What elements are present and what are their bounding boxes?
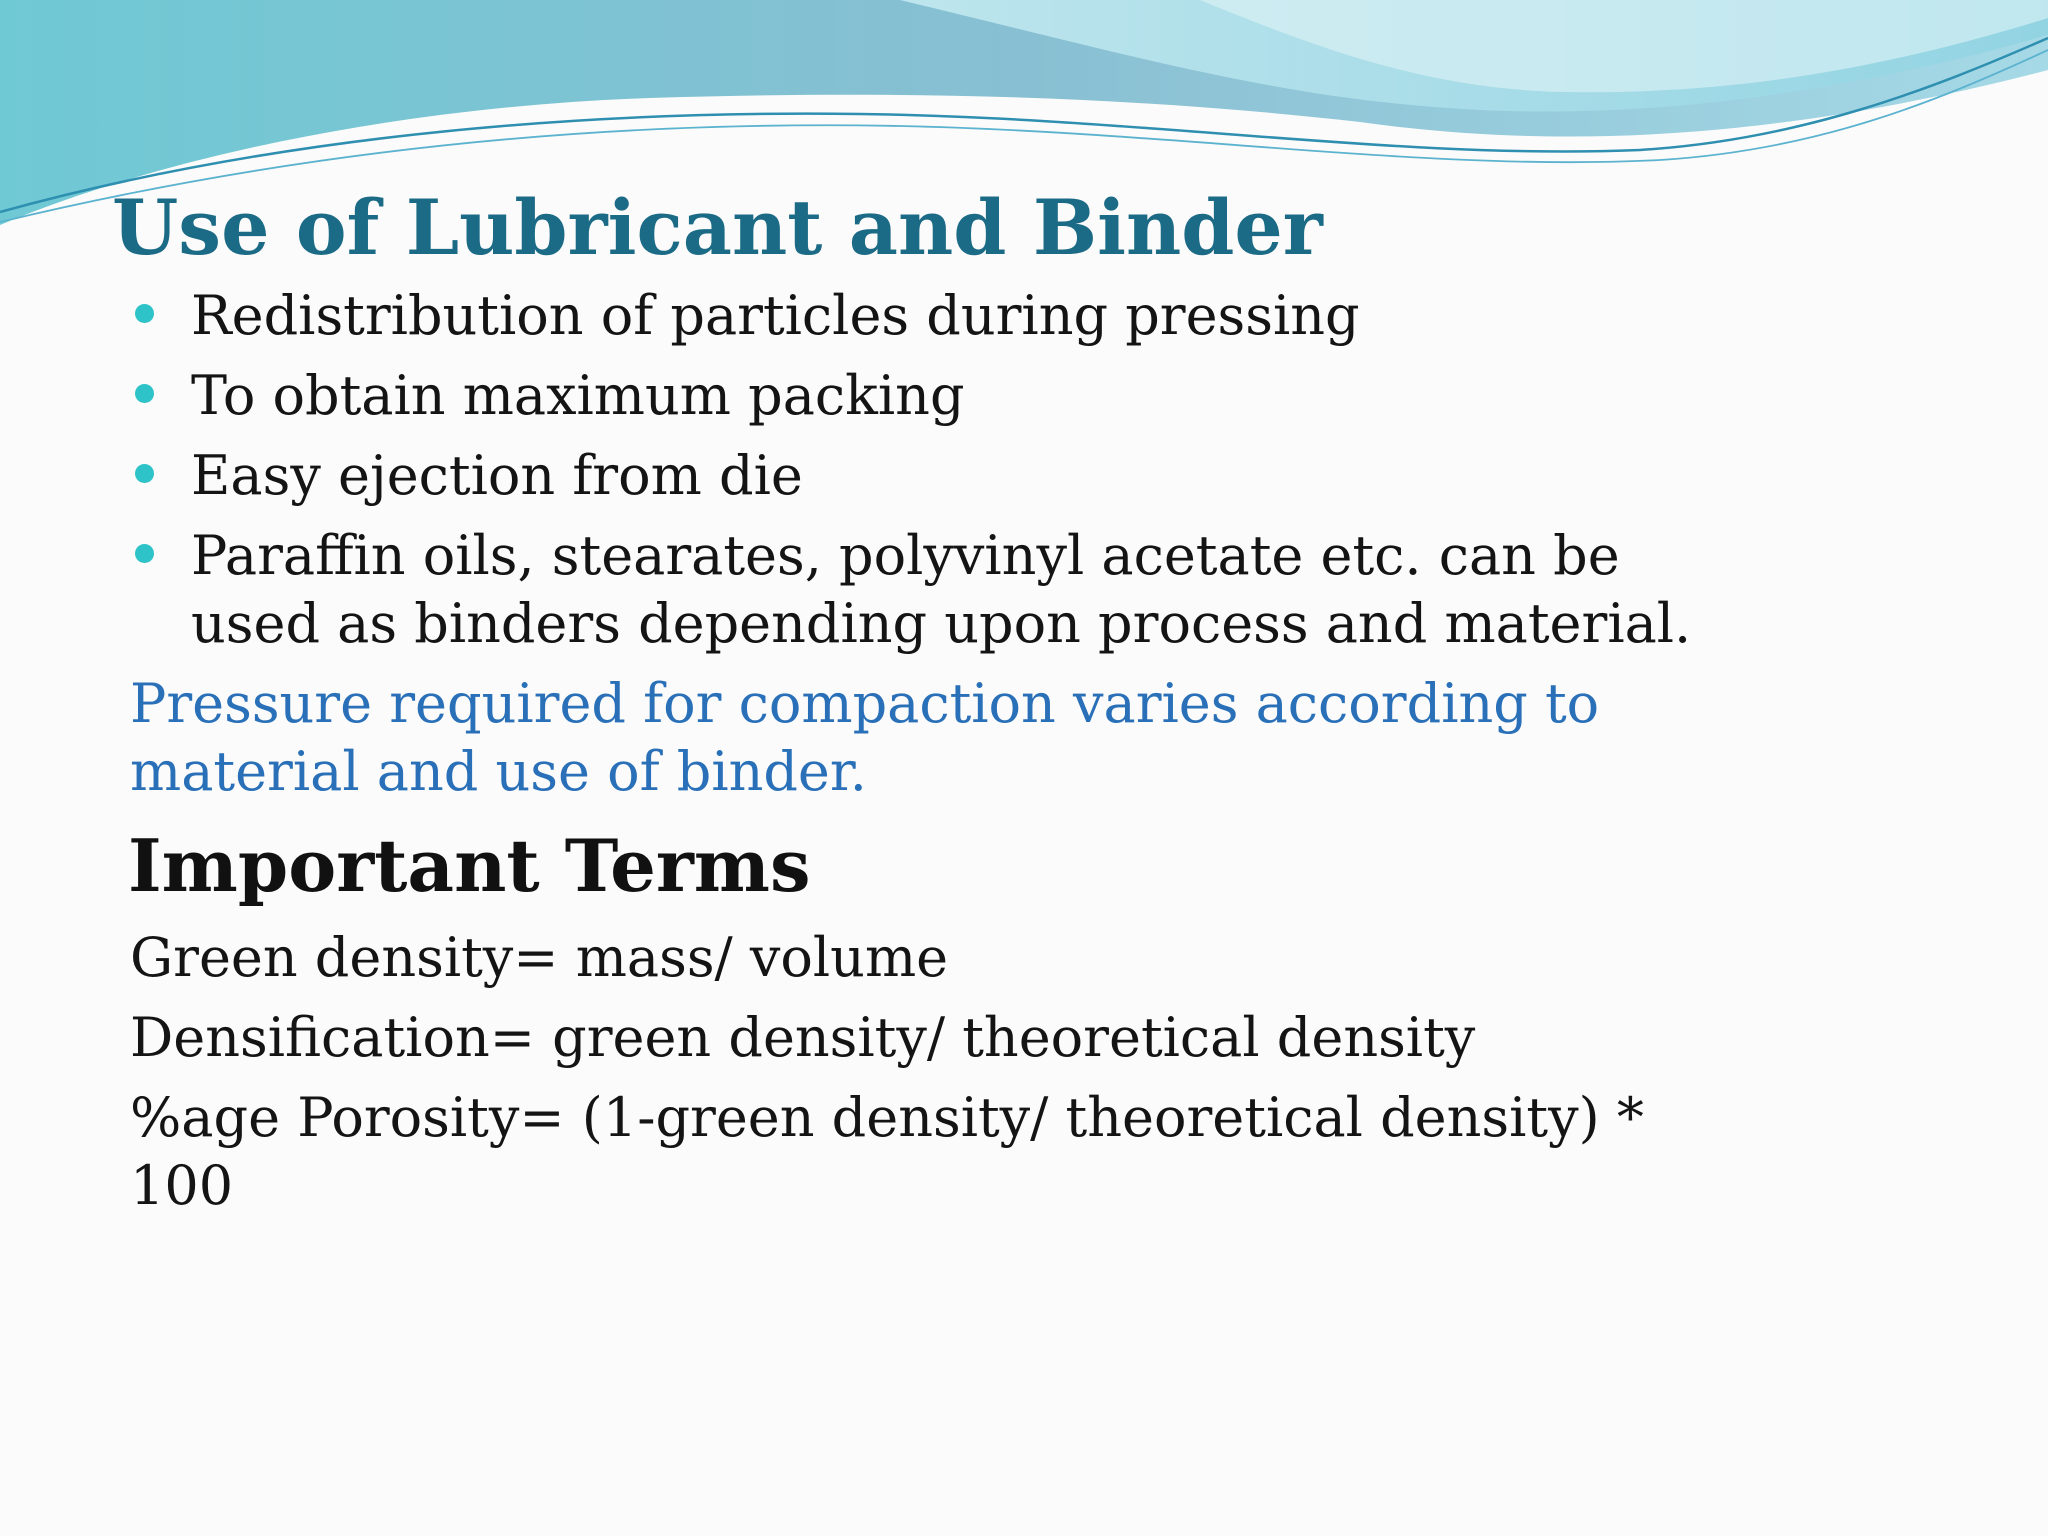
bullet-item [130,282,1730,350]
bullet-text: Paraffin oils, stearates, polyvinyl acetate etc. can be used as binders depending upon process and material. [191,524,1692,655]
bullet-list [130,282,1730,670]
term-porosity: %age Porosity= (1-green density/ theoretical density) * 100 [130,1086,1644,1217]
compaction-note: Pressure required for compaction varies according to material and use of binder. [130,672,1600,803]
bullet-item [130,522,1730,658]
bullet-text: Redistribution of particles during pressing [191,284,1360,347]
bullet-dot-icon [135,384,154,403]
terms-list [130,924,1690,1232]
bullet-text: To obtain maximum packing [191,364,965,427]
bullet-item [130,362,1730,430]
bullet-text: Easy ejection from die [191,444,803,507]
terms-heading: Important Terms [128,823,811,908]
bullet-dot-icon [135,464,154,483]
bullet-dot-icon [135,544,154,563]
term-green-density: Green density= mass/ volume [130,926,949,989]
bullet-dot-icon [135,304,154,323]
slide-title: Use of Lubricant and Binder [112,183,1323,272]
term-densification: Densification= green density/ theoretical density [130,1006,1476,1069]
bullet-item [130,442,1730,510]
